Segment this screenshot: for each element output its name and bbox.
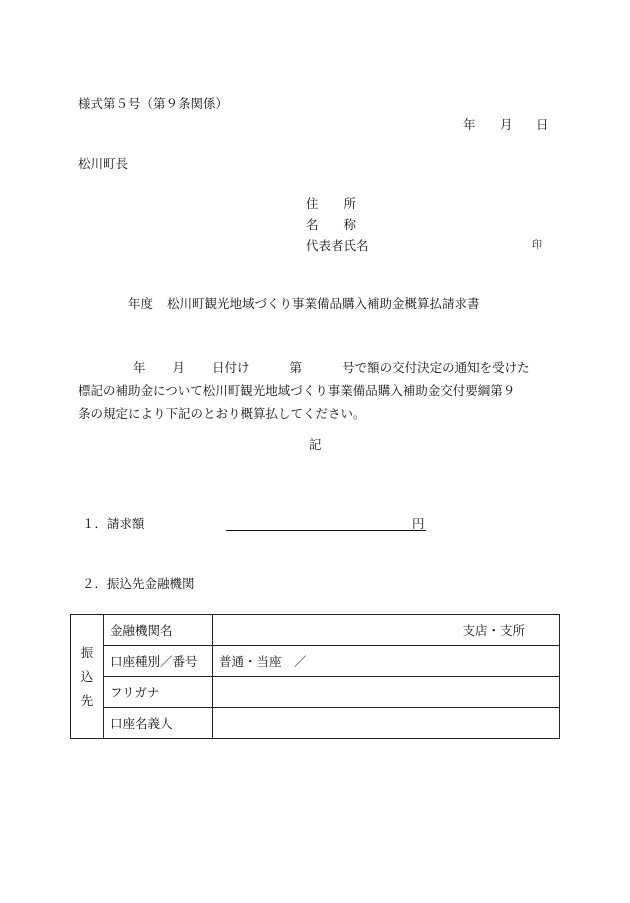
side-char: 込 [80, 668, 94, 684]
account-holder-field[interactable] [213, 708, 560, 739]
amount-underline [226, 530, 426, 531]
bank-name-label: 金融機関名 [104, 615, 213, 646]
bank-name-field[interactable] [213, 615, 560, 646]
account-holder-label: 口座名義人 [104, 708, 213, 739]
form-number-label: 様式第５号（第９条関係） [78, 96, 229, 111]
body-paragraph [78, 356, 558, 425]
title-year: 年度 [128, 296, 154, 311]
body-month: 月 [172, 360, 186, 375]
table-row [71, 708, 560, 739]
amount-unit: 円 [412, 516, 425, 531]
body-line-2: 標記の補助金について松川町観光地域づくり事業備品購入補助金交付要綱第９ [78, 383, 516, 398]
side-char: 先 [80, 692, 94, 708]
applicant-name-label: 名 称 [306, 217, 357, 232]
date-month: 月 [500, 117, 513, 132]
applicant-rep-label: 代表者氏名 [306, 238, 369, 253]
branch-label: 支店・支所 [462, 623, 525, 638]
table-row [71, 646, 560, 677]
furigana-label: フリガナ [104, 677, 213, 708]
transfer-destination-label [71, 615, 104, 739]
body-number-prefix: 第 [289, 360, 303, 375]
date-year: 年 [463, 117, 476, 132]
body-year: 年 [133, 360, 146, 375]
body-line-1 [78, 356, 558, 379]
bank-table [70, 614, 560, 739]
ki-heading: 記 [309, 437, 322, 452]
title-text: 松川町観光地域づくり事業備品購入補助金概算払請求書 [167, 296, 480, 311]
date-day: 日 [536, 117, 549, 132]
body-line-3: 条の規定により下記のとおり概算払してください。 [78, 406, 366, 421]
body-line1-rest: 号で額の交付決定の通知を受けた [342, 360, 530, 375]
applicant-address-label: 住 所 [306, 196, 357, 211]
section1-label: １．請求額 [82, 516, 145, 531]
account-type-field[interactable]: 普通・当座 ／ [213, 646, 560, 677]
addressee: 松川町長 [78, 156, 129, 171]
account-type-label: 口座種別／番号 [104, 646, 213, 677]
table-row [71, 615, 560, 646]
side-char: 振 [80, 644, 94, 660]
furigana-field[interactable] [213, 677, 560, 708]
table-row [71, 677, 560, 708]
document-title [128, 298, 480, 311]
section2-label: ２．振込先金融機関 [82, 576, 195, 591]
body-date: 日付け [212, 360, 250, 375]
seal-mark: 印 [532, 240, 542, 251]
